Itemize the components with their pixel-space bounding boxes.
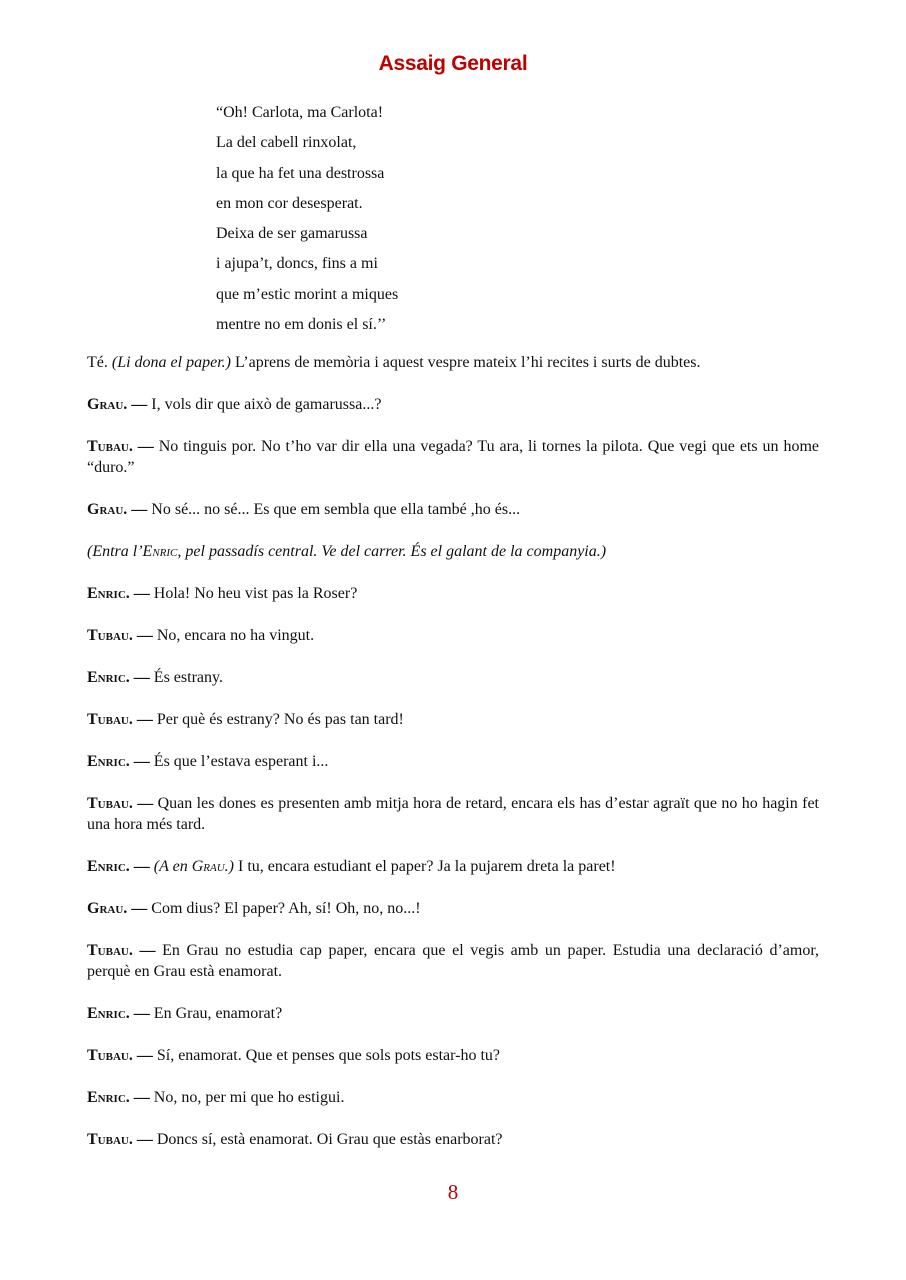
speaker-name: Grau. — (87, 396, 152, 413)
dialogue-text: I tu, encara estudiant el paper? Ja la pujarem dreta la paret! (233, 858, 616, 875)
speaker-name: Tubau. — (87, 627, 157, 644)
speaker-name: Grau. — (87, 501, 152, 518)
poem-line: en mon cor desesperat. (216, 194, 363, 212)
speaker-name: Enric. — (87, 753, 154, 770)
dialogue-line (87, 1129, 819, 1150)
dialogue-line (87, 793, 819, 835)
speaker-name: Tubau. — (87, 942, 163, 959)
stage-text: Grau (191, 858, 225, 875)
dialogue-text: En Grau, enamorat? (153, 1005, 283, 1022)
poem-line: La del cabell rinxolat, (216, 134, 357, 152)
page-title: Assaig General (378, 52, 528, 75)
poem-line: que m’estic morint a miques (216, 285, 399, 303)
dialogue-line (87, 583, 819, 604)
dialogue-text: Com dius? El paper? Ah, sí! Oh, no, no...! (151, 900, 421, 917)
speaker-name: Tubau. — (87, 438, 159, 455)
speaker-name: Enric. — (87, 1089, 154, 1106)
dialogue-line (87, 625, 819, 646)
stage-text: Enric (142, 543, 178, 560)
poem-line: i ajupa’t, doncs, fins a mi (216, 255, 378, 273)
dialogue-body (87, 352, 819, 1171)
stage-text: .) (224, 858, 234, 875)
dialogue-text: No, no, per mi que ho estigui. (153, 1089, 345, 1106)
dialogue-line (87, 436, 819, 478)
dialogue-text: L’aprens de memòria i aquest vespre mateix l’hi recites i surts de dubtes. (230, 354, 701, 371)
poem-line: mentre no em donis el sí.’’ (216, 316, 387, 334)
speaker-name: Enric. — (87, 1005, 154, 1022)
page-number: 8 (447, 1180, 459, 1204)
speaker-name: Enric. — (87, 585, 154, 602)
dialogue-line (87, 709, 819, 730)
speaker-name: Grau. — (87, 900, 152, 917)
dialogue-line (87, 940, 819, 982)
dialogue-line (87, 856, 819, 877)
dialogue-text: Quan les dones es presenten amb mitja hora de retard, encara els has d’estar agraït que no ho hagin fet una hora més tard. (87, 795, 820, 833)
dialogue-line (87, 1087, 819, 1108)
dialogue-text: En Grau no estudia cap paper, encara que el vegis amb un paper. Estudia una declaració d’amor, perquè en Grau està enamorat. (87, 942, 819, 980)
stage-text: , pel passadís central. Ve del carrer. És el galant de la companyia.) (177, 543, 607, 560)
dialogue-text: Té. (87, 354, 112, 371)
poem-block (216, 98, 716, 340)
poem-line: la que ha fet una destrossa (216, 164, 385, 182)
dialogue-line (87, 898, 819, 919)
dialogue-text: No tinguis por. No t’ho var dir ella una vegada? Tu ara, li tornes la pilota. Que vegi que ets un home “duro.” (87, 438, 819, 476)
dialogue-text: Doncs sí, està enamorat. Oi Grau que estàs enarborat? (156, 1131, 503, 1148)
speaker-name: Tubau. — (87, 795, 158, 812)
dialogue-line (87, 394, 819, 415)
dialogue-line (87, 751, 819, 772)
speaker-name: Enric. — (87, 858, 154, 875)
poem-line: Deixa de ser gamarussa (216, 225, 368, 243)
dialogue-text: Sí, enamorat. Que et penses que sols pots estar-ho tu? (156, 1047, 500, 1064)
dialogue-text: És que l’estava esperant i... (153, 753, 329, 770)
stage-text: (Entra l’ (87, 543, 143, 560)
dialogue-text: Hola! No heu vist pas la Roser? (153, 585, 358, 602)
dialogue-line (87, 1045, 819, 1066)
dialogue-line (87, 499, 819, 520)
dialogue-text: No, encara no ha vingut. (156, 627, 315, 644)
dialogue-text: Per què és estrany? No és pas tan tard! (156, 711, 404, 728)
dialogue-text: És estrany. (153, 669, 223, 686)
speaker-name: Tubau. — (87, 1047, 157, 1064)
speaker-name: Tubau. — (87, 1131, 157, 1148)
stage-direction (87, 541, 819, 562)
stage-direction (87, 352, 819, 373)
speaker-name: Tubau. — (87, 711, 157, 728)
stage-text: (Li dona el paper.) (111, 354, 231, 371)
stage-text: (A en (153, 858, 192, 875)
dialogue-line (87, 1003, 819, 1024)
dialogue-text: I, vols dir que això de gamarussa...? (151, 396, 382, 413)
dialogue-text: No sé... no sé... Es que em sembla que ella també ,ho és... (151, 501, 521, 518)
poem-line: “Oh! Carlota, ma Carlota! (216, 104, 384, 121)
speaker-name: Enric. — (87, 669, 154, 686)
dialogue-line (87, 667, 819, 688)
